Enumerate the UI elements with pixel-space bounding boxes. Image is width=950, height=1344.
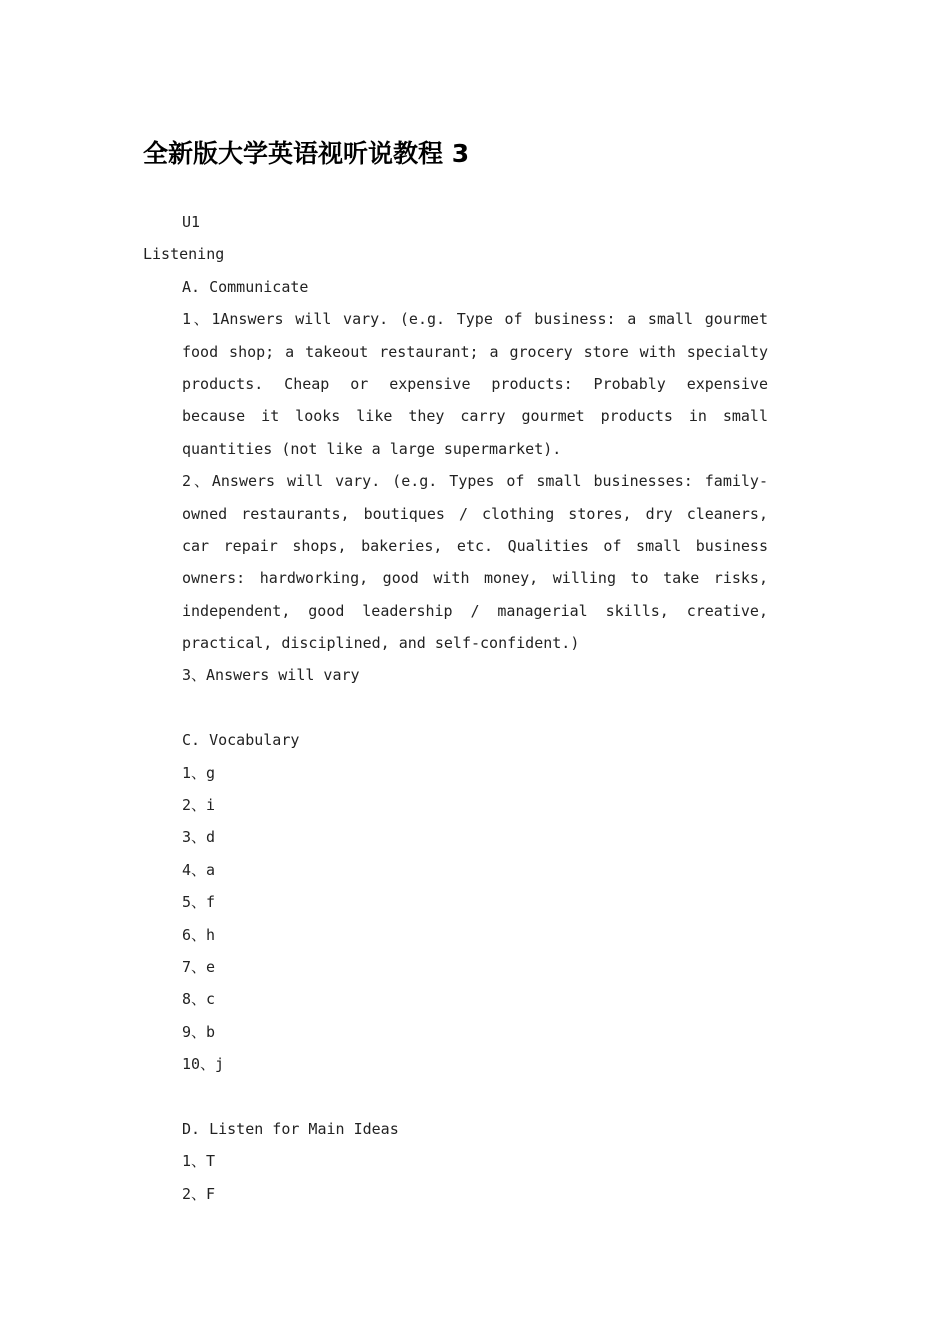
part-d-heading: D. Listen for Main Ideas [182, 1119, 399, 1138]
part-a-item-3: 3、Answers will vary [182, 666, 360, 685]
part-a-item-2 [0, 465, 950, 659]
vocab-answer: 4、a [182, 860, 216, 879]
paragraph-line: quantities (not like a large supermarket). [182, 439, 562, 458]
paragraph-line: because it looks like they carry gourmet products in small [182, 407, 768, 426]
vocab-answer: 3、d [182, 828, 216, 847]
paragraph-line: products. Cheap or expensive products: Probably expensive [182, 374, 768, 393]
section-label: Listening [143, 245, 225, 264]
paragraph-line: food shop; a takeout restaurant; a grocery store with specialty [182, 342, 768, 361]
part-c-heading: C. Vocabulary [182, 731, 300, 750]
document-title: 全新版大学英语视听说教程 3 [143, 139, 470, 168]
vocab-answer: 2、i [182, 796, 216, 815]
vocab-answer: 9、b [182, 1022, 216, 1041]
paragraph-line: 2、Answers will vary. (e.g. Types of small businesses: family- [182, 472, 768, 491]
paragraph-line: owners: hardworking, good with money, willing to take risks, [182, 569, 768, 588]
part-a-item-1 [0, 303, 950, 465]
vocab-answer: 7、e [182, 957, 216, 976]
main-idea-answer: 2、F [182, 1184, 216, 1203]
unit-label: U1 [182, 213, 201, 231]
paragraph-line: owned restaurants, boutiques / clothing stores, dry cleaners, [182, 504, 768, 523]
vocab-answer: 6、h [182, 925, 216, 944]
vocab-answer: 10、j [182, 1055, 225, 1074]
vocab-answer: 8、c [182, 990, 216, 1009]
paragraph-line: practical, disciplined, and self-confident.) [182, 634, 580, 653]
main-idea-answer: 1、T [182, 1152, 216, 1171]
paragraph-line: car repair shops, bakeries, etc. Qualities of small business [182, 536, 768, 555]
vocab-answer: 5、f [182, 893, 216, 912]
paragraph-line: 1、1Answers will vary. (e.g. Type of business: a small gourmet [182, 310, 768, 329]
spacer [0, 692, 950, 724]
document-body [0, 206, 950, 1210]
spacer [0, 1081, 950, 1113]
paragraph-line: independent, good leadership / managerial skills, creative, [182, 601, 768, 620]
vocab-answer: 1、g [182, 763, 216, 782]
part-a-heading: A. Communicate [182, 277, 309, 296]
